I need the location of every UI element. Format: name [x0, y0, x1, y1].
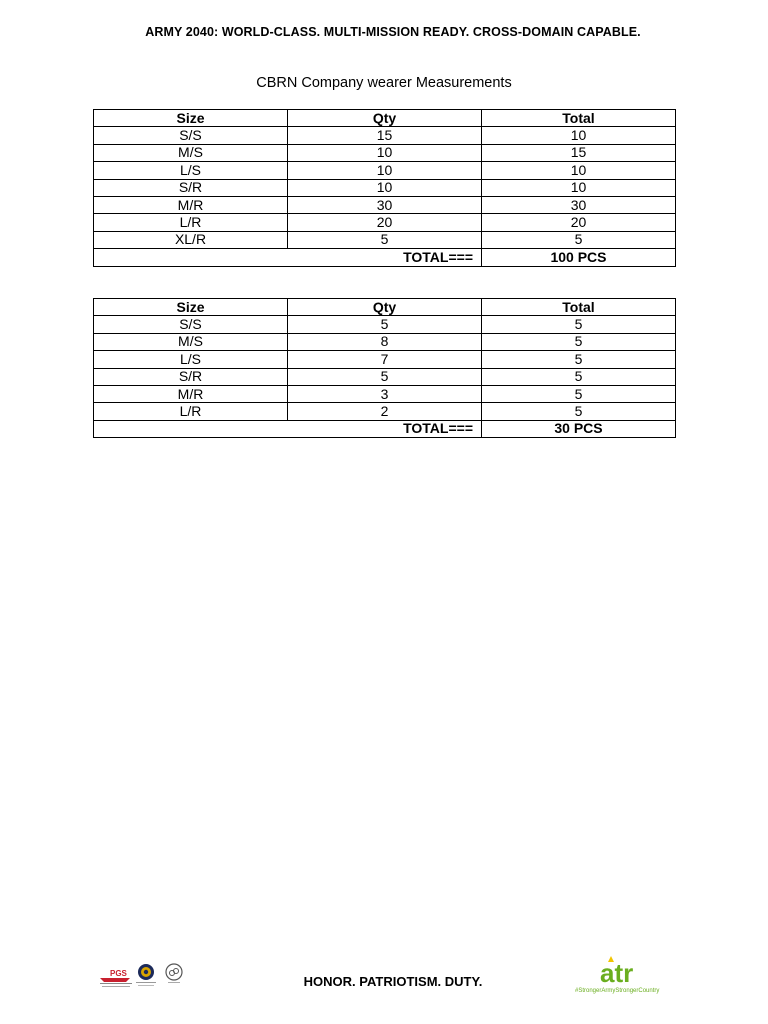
table-header-row: [94, 110, 676, 127]
table-row: [94, 144, 676, 161]
total-cell: 30: [482, 196, 676, 213]
total-value: 100 PCS: [482, 249, 676, 266]
qty-cell: 5: [288, 316, 482, 333]
total-cell: 5: [482, 351, 676, 368]
total-cell: 10: [482, 127, 676, 144]
column-header-total: Total: [482, 110, 676, 127]
table-row: [94, 403, 676, 420]
atr-tagline: #StrongerArmyStrongerCountry: [575, 988, 660, 994]
total-cell: 5: [482, 316, 676, 333]
total-value: 30 PCS: [482, 420, 676, 437]
size-cell: M/R: [94, 385, 288, 402]
total-label: TOTAL===: [94, 249, 482, 266]
column-header-size: Size: [94, 110, 288, 127]
table-row: [94, 162, 676, 179]
qty-cell: 20: [288, 214, 482, 231]
size-cell: M/S: [94, 333, 288, 350]
table-row: [94, 385, 676, 402]
size-cell: M/S: [94, 144, 288, 161]
size-cell: S/S: [94, 316, 288, 333]
total-label: TOTAL===: [94, 420, 482, 437]
column-header-qty: Qty: [288, 110, 482, 127]
column-header-size: Size: [94, 299, 288, 316]
table-row: [94, 231, 676, 248]
qty-cell: 15: [288, 127, 482, 144]
total-cell: 5: [482, 333, 676, 350]
measurements-table-1: [93, 109, 676, 267]
page-header: ARMY 2040: WORLD-CLASS. MULTI-MISSION READY. CROSS-DOMAIN CAPABLE.: [145, 25, 641, 39]
column-header-total: Total: [482, 299, 676, 316]
qty-cell: 2: [288, 403, 482, 420]
size-cell: S/R: [94, 368, 288, 385]
table-total-row: [94, 420, 676, 437]
qty-cell: 30: [288, 196, 482, 213]
qty-cell: 8: [288, 333, 482, 350]
total-cell: 5: [482, 231, 676, 248]
qty-cell: 10: [288, 162, 482, 179]
atr-logo-icon: [574, 955, 674, 997]
footer-motto: HONOR. PATRIOTISM. DUTY.: [303, 974, 483, 989]
atr-logo-text: atr: [600, 958, 634, 988]
table-row: [94, 333, 676, 350]
table-row: [94, 196, 676, 213]
qty-cell: 5: [288, 231, 482, 248]
size-cell: L/R: [94, 403, 288, 420]
table-row: [94, 316, 676, 333]
total-cell: 10: [482, 179, 676, 196]
size-cell: M/R: [94, 196, 288, 213]
pgs-logo-text: PGS: [110, 969, 127, 978]
document-title: CBRN Company wearer Measurements: [256, 75, 512, 91]
size-cell: L/S: [94, 162, 288, 179]
measurements-table-2: [93, 298, 676, 438]
column-header-qty: Qty: [288, 299, 482, 316]
qty-cell: 10: [288, 179, 482, 196]
qty-cell: 7: [288, 351, 482, 368]
size-cell: L/R: [94, 214, 288, 231]
total-cell: 10: [482, 162, 676, 179]
qty-cell: 5: [288, 368, 482, 385]
total-cell: 15: [482, 144, 676, 161]
table-row: [94, 127, 676, 144]
qty-cell: 3: [288, 385, 482, 402]
table-total-row: [94, 249, 676, 266]
size-cell: S/R: [94, 179, 288, 196]
total-cell: 5: [482, 403, 676, 420]
total-cell: 20: [482, 214, 676, 231]
table-row: [94, 368, 676, 385]
total-cell: 5: [482, 368, 676, 385]
table-row: [94, 214, 676, 231]
qty-cell: 10: [288, 144, 482, 161]
table-row: [94, 179, 676, 196]
size-cell: L/S: [94, 351, 288, 368]
table-header-row: [94, 299, 676, 316]
table-row: [94, 351, 676, 368]
size-cell: XL/R: [94, 231, 288, 248]
atr-logo: [574, 955, 674, 997]
total-cell: 5: [482, 385, 676, 402]
size-cell: S/S: [94, 127, 288, 144]
